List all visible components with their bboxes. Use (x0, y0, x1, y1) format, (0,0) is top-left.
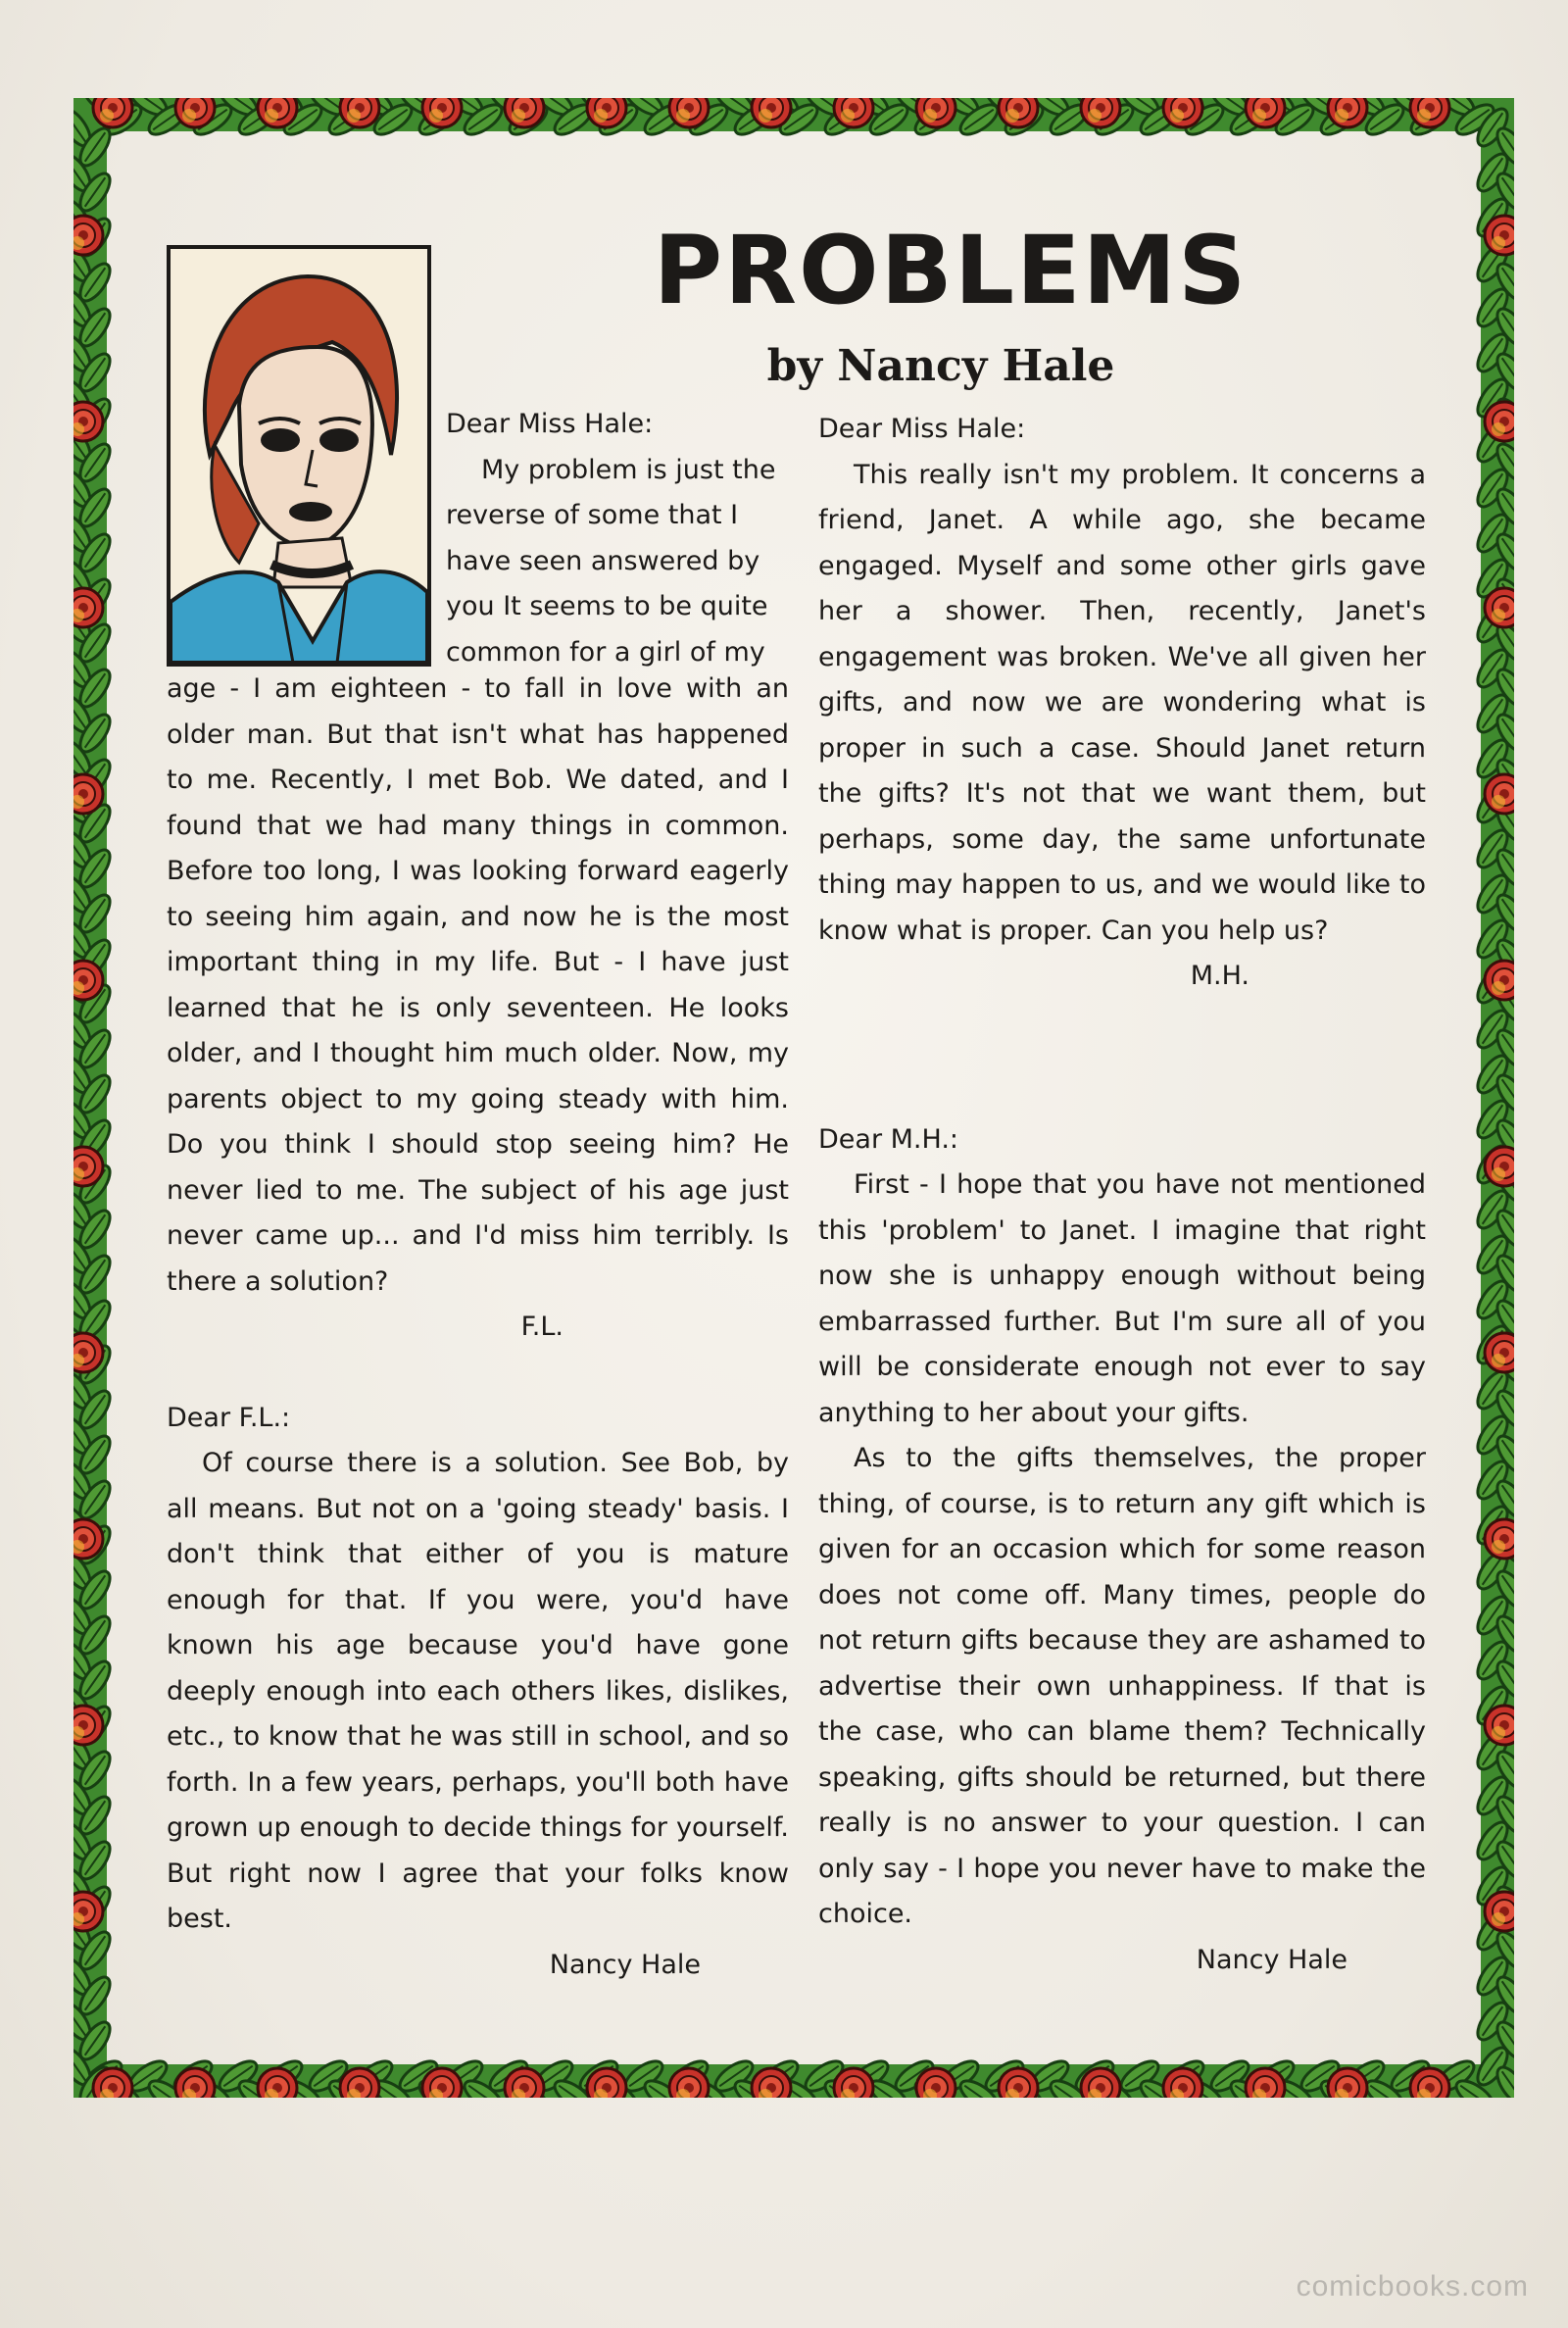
border-rose (74, 588, 103, 627)
left-column (167, 667, 789, 1988)
border-rose (422, 98, 462, 127)
border-rose (175, 98, 215, 127)
spacer (167, 1351, 789, 1396)
article-content (167, 196, 1426, 2019)
page-title: PROBLEMS (653, 216, 1249, 325)
border-rose (1328, 98, 1367, 127)
reply1-signature: Nancy Hale (549, 1949, 701, 1980)
border-rose (505, 2068, 544, 2098)
letter1-body: age - I am eighteen - to fall in love with an older man. But that isn't what has happened to me. Recently, I met Bob. We dated, and I found that we had many things in common. Before too long, I was looking forward eagerly to seeing him again, and now he is the most important thing in my life. But - I have just learned that he is only seventeen. He looks older, and I thought him much older. Now, my parents object to my going steady with him. Do you think I should stop seeing him? He never lied to me. The subject of his age just never came up... and I'd miss him terribly. Is there a solution? (167, 673, 789, 1297)
border-rose (1163, 2068, 1202, 2098)
border-rose (1485, 1519, 1514, 1559)
border-rose (752, 2068, 791, 2098)
reply2-paragraph-2: As to the gifts themselves, the proper thing, of course, is to return any gift which is given for an occasion which for some reason does not come off. Many times, people do not return gifts because they are ashamed to advertise their own unhappiness. If that is the case, who can blame them? Technically speaking, gifts should be returned, but there really is no answer to your question. I can only say - I hope you never have to make the choice. (818, 1443, 1426, 1929)
border-rose (587, 98, 626, 127)
border-rose (1485, 216, 1514, 255)
letter2-signature: M.H. (1190, 961, 1250, 991)
woman-portrait-image (171, 249, 427, 663)
border-rose (669, 98, 709, 127)
border-rose (74, 1519, 103, 1559)
border-rose (1485, 588, 1514, 627)
border-rose (1246, 98, 1285, 127)
border-rose (505, 98, 544, 127)
watermark: comicbooks.com (1296, 2270, 1529, 2303)
border-rose (587, 2068, 626, 2098)
border-rose (74, 1147, 103, 1186)
letter2-salutation: Dear Miss Hale: (818, 414, 1026, 444)
border-rose (1485, 961, 1514, 1000)
reply2-signature: Nancy Hale (1196, 1944, 1348, 1975)
letter2-body: This really isn't my problem. It concerns a friend, Janet. A while ago, she became engaged. Myself and some other girls gave her a shower. Then, recently, Janet's engagement was broken. We've all given her gifts, and now we are wondering what is proper in such a case. Should Janet return the gifts? It's not that we want them, but perhaps, some day, the same unfortunate thing may happen to us, and we would like to know what is proper. Can you help us? (818, 459, 1426, 946)
border-rose (1246, 2068, 1285, 2098)
border-rose (93, 2068, 132, 2098)
right-column (818, 407, 1426, 1983)
border-rose (916, 98, 956, 127)
letter1-signature: F.L. (520, 1312, 564, 1342)
border-rose (74, 774, 103, 814)
border-rose (74, 1333, 103, 1372)
letter1-salutation: Dear Miss Hale: (446, 409, 654, 439)
border-rose (1328, 2068, 1367, 2098)
border-rose (834, 98, 873, 127)
border-rose (1410, 2068, 1449, 2098)
border-rose (834, 2068, 873, 2098)
letter1-line-2: reverse of some that I (446, 500, 739, 530)
border-rose (1485, 402, 1514, 441)
letter1-line-3: have seen answered by (446, 545, 760, 576)
border-rose (422, 2068, 462, 2098)
border-rose (1081, 2068, 1120, 2098)
border-rose (1485, 774, 1514, 814)
letter1-line-4: you It seems to be quite (446, 591, 768, 621)
border-rose (74, 1706, 103, 1745)
border-rose (74, 402, 103, 441)
letter1-line-5: common for a girl of my (446, 636, 765, 668)
border-rose (752, 98, 791, 127)
border-rose (93, 98, 132, 127)
border-rose (340, 98, 379, 127)
border-rose (74, 216, 103, 255)
byline: by Nancy Hale (766, 341, 1115, 391)
border-rose (999, 2068, 1038, 2098)
border-rose (1485, 1147, 1514, 1186)
border-rose (916, 2068, 956, 2098)
border-rose (175, 2068, 215, 2098)
reply1-body: Of course there is a solution. See Bob, by all means. But not on a 'going steady' basis. I don't think that either of you is mature enough for that. If you were, you'd have known his age because you'd have gone deeply enough into each others likes, dislikes, etc., to know that he was still in school, and so forth. In a few years, perhaps, you'll both have grown up enough to decide things for yourself. But right now I agree that your folks know best. (167, 1448, 789, 1934)
border-rose (1485, 1706, 1514, 1745)
border-rose (340, 2068, 379, 2098)
border-rose (669, 2068, 709, 2098)
border-rose (258, 98, 297, 127)
reply2-salutation: Dear M.H.: (818, 1123, 959, 1155)
border-rose (1485, 1892, 1514, 1931)
spacer (818, 1000, 1426, 1117)
reply1-salutation: Dear F.L.: (167, 1402, 291, 1433)
border-rose (74, 961, 103, 1000)
border-rose (74, 1892, 103, 1931)
border-rose (1163, 98, 1202, 127)
letter1-line-1: My problem is just the (481, 454, 776, 485)
border-rose (999, 98, 1038, 127)
border-rose (1410, 98, 1449, 127)
border-rose (1485, 1333, 1514, 1372)
portrait-illustration (167, 245, 431, 667)
border-rose (258, 2068, 297, 2098)
border-rose (1081, 98, 1120, 127)
reply2-paragraph-1: First - I hope that you have not mentioned this 'problem' to Janet. I imagine that right now she is unhappy enough without being embarrassed further. But I'm sure all of you will be considerate enough not ever to say anything to her about your gifts. (818, 1169, 1426, 1428)
